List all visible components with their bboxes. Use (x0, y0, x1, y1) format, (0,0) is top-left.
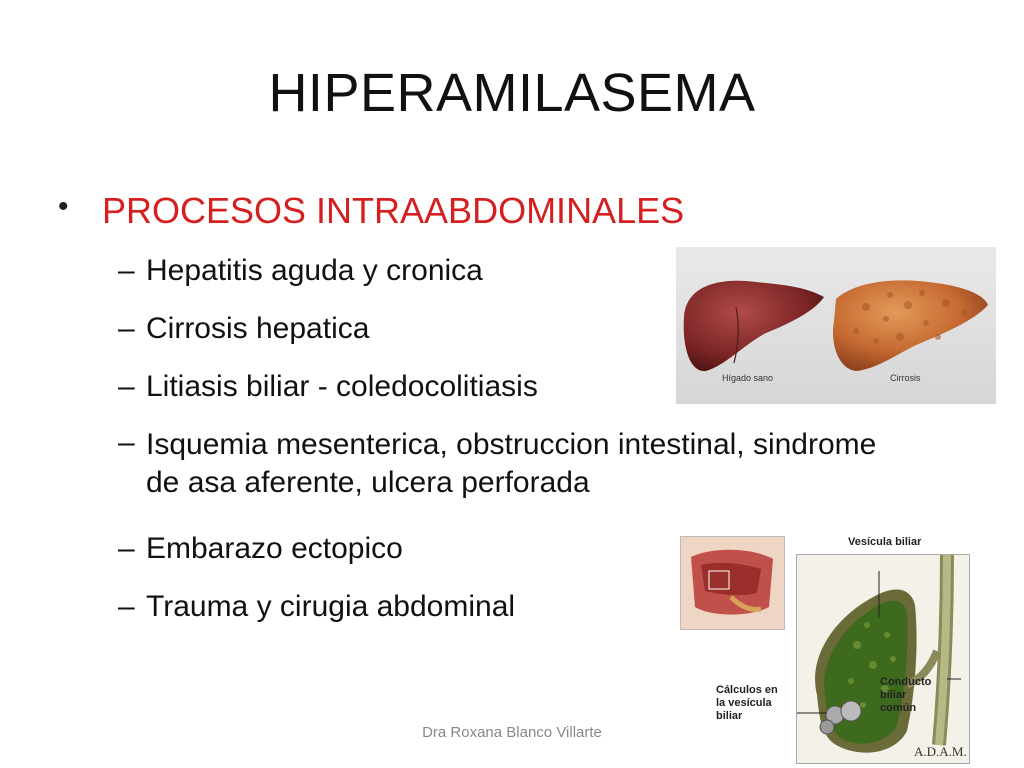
bile-duct-label-line: común (880, 702, 917, 714)
dash-marker: – (118, 532, 135, 565)
dash-marker: – (118, 590, 135, 623)
cirrhotic-liver-shape (833, 280, 988, 371)
main-bullet-text: PROCESOS INTRAABDOMINALES (102, 190, 685, 231)
common-bile-duct-label (880, 676, 931, 715)
torso-illustration (681, 537, 784, 629)
gallstones-label-line: la vesícula (716, 697, 772, 709)
list-item-text: Isquemia mesenterica, obstruccion intestinal, sindrome de asa aferente, ulcera perforada (146, 428, 877, 499)
adam-logo: A.D.A.M. (914, 744, 967, 759)
list-item-text: Hepatitis aguda y cronica (146, 254, 483, 287)
slide-footer: Dra Roxana Blanco Villarte (422, 724, 602, 741)
liver-comparison-image (676, 247, 996, 404)
torso-inset-image (680, 536, 785, 630)
gallstones-label (716, 684, 778, 723)
gallstones-label-line: Cálculos en (716, 684, 778, 696)
cirrhosis-caption: Cirrosis (890, 373, 921, 383)
dash-marker: – (118, 254, 135, 287)
bile-duct-label-line: biliar (880, 689, 907, 701)
dash-marker: – (118, 312, 135, 345)
healthy-liver-caption: Hígado sano (722, 373, 774, 383)
list-item-text: Litiasis biliar - coledocolitiasis (146, 370, 538, 403)
healthy-liver-shape (684, 281, 824, 371)
list-item-text: Trauma y cirugia abdominal (146, 590, 516, 623)
gallbladder-label: Vesícula biliar (848, 536, 922, 548)
dash-marker: – (118, 370, 135, 403)
list-item-text: Cirrosis hepatica (146, 312, 370, 345)
gallstones-label-line: biliar (716, 710, 743, 722)
dash-marker: – (118, 426, 135, 459)
list-item-text: Embarazo ectopico (146, 532, 403, 565)
bullet-dot: • (58, 190, 69, 223)
slide-title: HIPERAMILASEMA (268, 63, 756, 123)
bile-duct-label-line: Conducto (880, 676, 932, 688)
